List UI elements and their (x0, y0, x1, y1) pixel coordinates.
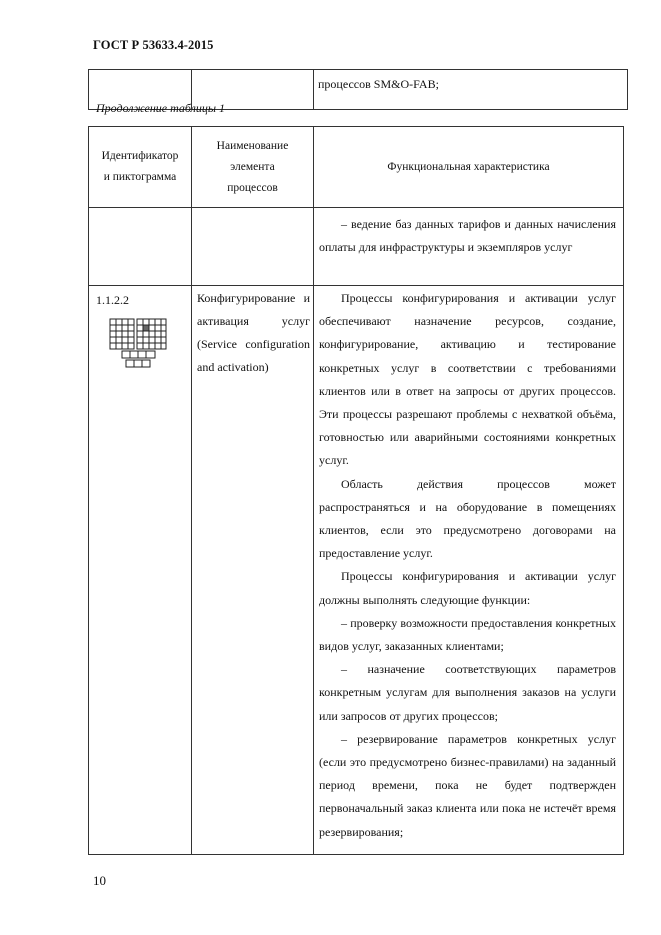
service-configuration-pictogram-icon (109, 318, 167, 368)
row-a-item: – ведение баз данных тарифов и данных начисления оплаты для инфраструктуры и экземпляров услуг (319, 217, 616, 255)
top-cell-3: процессов SM&O-FAB; (314, 70, 628, 110)
row-a-id (89, 208, 192, 286)
list-item: – резервирование параметров конкретных услуг (если это предусмотрено бизнес-правилами) на заданный период времени, пока не будет подтвержден первоначальный заказ клиента или пока не истечёт время резервирования; (319, 731, 616, 839)
process-table (88, 126, 624, 855)
header-name (192, 127, 314, 208)
header-identifier-line1: Идентификатор (101, 150, 179, 162)
standard-title: ГОСТ Р 53633.4-2015 (93, 38, 214, 52)
table-continuation-label: Продолжение таблицы 1 (96, 101, 226, 115)
header-identifier-line2: и пиктограмма (103, 171, 177, 183)
row-a-name (192, 208, 314, 286)
table-header-row (89, 127, 624, 208)
paragraph-3: Процессы конфигурирования и активации услуг должны выполнять следующие функции: (319, 569, 616, 607)
header-name-line2: элемента (230, 160, 275, 173)
row-b-name: Конфигурирование и активация услуг (Service configuration and activation) (192, 286, 314, 855)
header-name-line1: Наименование (216, 139, 289, 152)
table-row (89, 208, 624, 286)
process-identifier: 1.1.2.2 (96, 293, 129, 307)
header-identifier (89, 127, 192, 208)
page-number: 10 (93, 873, 106, 888)
row-a-text (314, 208, 624, 286)
header-characteristic: Функциональная характеристика (314, 127, 624, 208)
paragraph-1: Процессы конфигурирования и активации услуг обеспечивают назначение ресурсов, создание, конфигурирование, активацию и тестирование конкретных услуг в соответствии с требованиями клиентов или в ответ на запросы от других процессов. Эти процессы разрешают проблемы с нехваткой объёма, готовностью или аварийными состояниями конкретных услуг. (319, 291, 616, 468)
table-row (89, 286, 624, 855)
row-b-id (89, 286, 192, 855)
list-item: – назначение соответствующих параметров конкретным услугам для выполнения заказов на услуги или запросов от других процессов; (319, 662, 616, 723)
row-b-text (314, 286, 624, 855)
list-item: – проверку возможности предоставления конкретных видов услуг, заказанных клиентами; (319, 615, 616, 654)
paragraph-2: Область действия процессов может распространяться и на оборудование в помещениях клиентов, если это предусмотрено договорами на предоставление услуг. (319, 476, 616, 561)
header-name-line3: процессов (227, 181, 278, 194)
